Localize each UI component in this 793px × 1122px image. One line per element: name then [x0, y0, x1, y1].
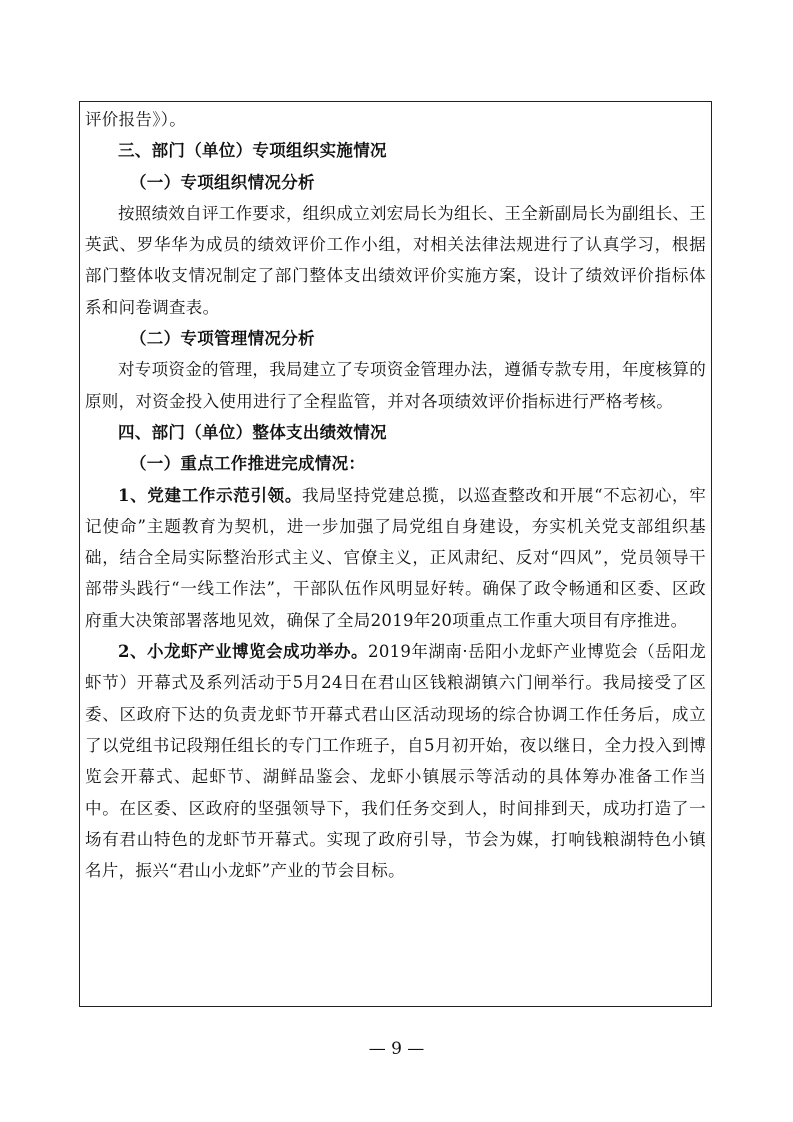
lead-party-building: 1、党建工作示范引领。 — [118, 485, 303, 505]
text-crayfish-expo: 2019年湖南·岳阳小龙虾产业博览会（岳阳龙虾节）开幕式及系列活动于5月24日在君山区钱粮湖镇六门闸举行。我局接受了区委、区政府下达的负责龙虾节开幕式君山区活动现场的综合协调工作任务后，成立了以党组书记段翔任组长的专门工作班子，自5月初开始，夜以继日，全力投入到博览会开幕式、起虾节、湖鲜品鉴会、龙虾小镇展示等活动的具体筹办准备工作当中。在区委、区政府的坚强领导下，我们任务交到人，时间排到天，成功打造了一场有君山特色的龙虾节开幕式。实现了政府引导，节会为媒，打响钱粮湖特色小镇名片，振兴“君山小龙虾”产业的节会目标。 — [85, 642, 706, 881]
subsection-heading-key-work: （一）重点工作推进完成情况： — [130, 454, 366, 474]
subsection-heading-organization: （一）专项组织情况分析 — [130, 172, 315, 192]
paragraph-organization: 按照绩效自评工作要求，组织成立刘宏局长为组长、王全新副局长为副组长、王英武、罗华华为成员的绩效评价工作小组，对相关法律法规进行了认真学习，根据部门整体收支情况制定了部门整体支出绩效评价实施方案，设计了绩效评价指标体系和问卷调查表。 — [85, 203, 706, 317]
paragraph-management: 对专项资金的管理，我局建立了专项资金管理办法，遵循专款专用，年度核算的原则，对资金投入使用进行了全程监管，并对各项绩效评价指标进行严格考核。 — [85, 360, 706, 411]
paragraph-continuation: 评价报告》）。 — [85, 110, 187, 129]
paragraph-crayfish-expo — [85, 636, 706, 886]
page-number: — 9 — — [368, 1039, 425, 1059]
lead-crayfish-expo: 2、小龙虾产业博览会成功举办。 — [118, 642, 369, 662]
document-body — [85, 104, 706, 886]
section-heading-three: 三、部门（单位）专项组织实施情况 — [118, 141, 387, 161]
paragraph-party-building — [85, 480, 706, 636]
section-heading-four: 四、部门（单位）整体支出绩效情况 — [118, 422, 387, 442]
subsection-heading-management: （二）专项管理情况分析 — [130, 329, 315, 349]
text-party-building: 我局坚持党建总揽，以巡查整改和开展“不忘初心，牢记使命”主题教育为契机，进一步加强了局党组自身建设，夯实机关党支部组织基础，结合全局实际整治形式主义、官僚主义，正风肃纪、反对“四风”，党员领导干部带头践行“一线工作法”，干部队伍作风明显好转。确保了政令畅通和区委、区政府重大决策部署落地见效，确保了全局2019年20项重点工作重大项目有序推进。 — [85, 485, 706, 630]
